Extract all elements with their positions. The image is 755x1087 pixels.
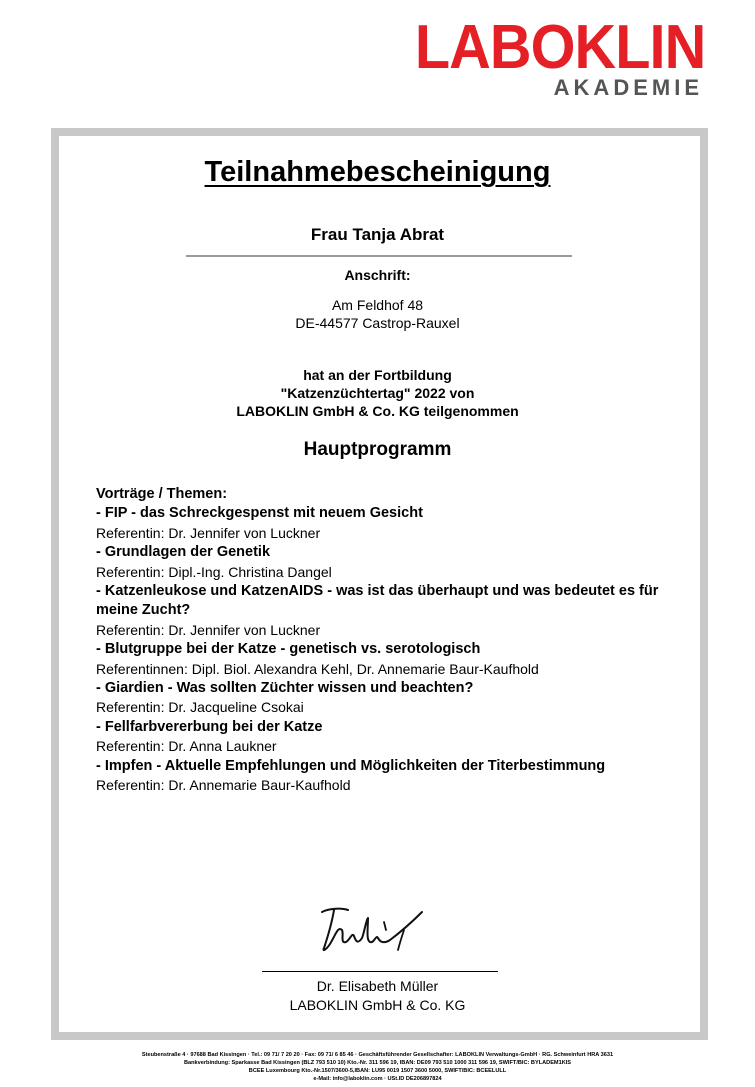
signature-line (262, 971, 498, 972)
program-list (96, 485, 676, 796)
topic-item (96, 718, 676, 757)
topic-title: - Blutgruppe bei der Katze - genetisch vs. serotologisch (96, 641, 481, 658)
topic-title: - Grundlagen der Genetik (96, 544, 271, 561)
topic-title: - Fellfarbvererbung bei der Katze (96, 718, 323, 735)
topic-item (96, 640, 676, 679)
address-street: Am Feldhof 48 (331, 297, 424, 313)
recipient-name: Frau Tanja Abrat (310, 225, 445, 244)
address-city: DE-44577 Castrop-Rauxel (295, 315, 460, 331)
topic-speaker: Referentin: Dr. Annemarie Baur-Kaufhold (96, 777, 351, 794)
topic-title: - Katzenleukose und KatzenAIDS - was ist das überhaupt und was bedeutet es für meine Zucht? (96, 583, 659, 619)
logo-subtitle: AKADEMIE (553, 75, 703, 100)
topic-title: - Impfen - Aktuelle Empfehlungen und Möglichkeiten der Titerbestimmung (96, 757, 606, 774)
name-divider (186, 255, 572, 257)
footer-bank-line: Bankverbindung: Sparkasse Bad Kissingen (BLZ 793 510 10) Kto.-Nr. 311 596 19, IBAN: DE09 793 510 1000 311 596 19, SWIFT/BIC: BYLADEM1KIS (183, 1060, 572, 1066)
topic-speaker: Referentin: Dr. Jennifer von Luckner (96, 524, 321, 541)
laboklin-akademie-logo (395, 13, 715, 102)
topic-speaker: Referentin: Dr. Anna Laukner (96, 738, 277, 755)
topic-item (96, 582, 676, 640)
topic-item (96, 504, 676, 543)
topic-speaker: Referentin: Dipl.-Ing. Christina Dangel (96, 563, 332, 580)
topic-speaker: Referentin: Dr. Jacqueline Csokai (96, 699, 304, 716)
logo-wordmark: LABOKLIN (414, 13, 705, 82)
footer-contact-line: e-Mail: info@laboklin.com · USt.ID DE206897824 (313, 1076, 442, 1082)
signer-company: LABOKLIN GmbH & Co. KG (289, 997, 466, 1013)
topic-title: - FIP - das Schreckgespenst mit neuem Gesicht (96, 505, 423, 522)
statement-line-3: LABOKLIN GmbH & Co. KG teilgenommen (236, 403, 519, 419)
footer-bank-line-2: BCEE Luxembourg Kto.-Nr.1507/3600-5,IBAN: LU95 0019 1507 3600 5000, SWIFT/BIC: BCEELULL (248, 1068, 507, 1074)
topic-speaker: Referentin: Dr. Jennifer von Luckner (96, 621, 321, 638)
topic-item (96, 757, 676, 796)
signer-name: Dr. Elisabeth Müller (316, 978, 439, 994)
certificate-title: Teilnahmebescheinigung (204, 156, 551, 188)
topic-speaker: Referentinnen: Dipl. Biol. Alexandra Kehl, Dr. Annemarie Baur-Kaufhold (96, 660, 539, 677)
topic-title: - Giardien - Was sollten Züchter wissen und beachten? (96, 680, 474, 697)
handwritten-signature (312, 900, 442, 960)
address-label: Anschrift: (344, 267, 411, 283)
statement-line-1: hat an der Fortbildung (303, 367, 452, 383)
statement-line-2: "Katzenzüchtertag" 2022 von (280, 385, 475, 401)
footer-address-line: Steubenstraße 4 · 97688 Bad Kissingen · Tel.: 09 71/ 7 20 20 · Fax: 09 71/ 6 85 46 · Geschäftsführender Gesellschafter: LABOKLIN Verwaltungs-GmbH · RG. Schweinfurt HRA 3631 (141, 1052, 614, 1058)
topics-heading: Vorträge / Themen: (96, 486, 228, 502)
topic-item (96, 543, 676, 582)
topic-item (96, 679, 676, 718)
program-heading: Hauptprogramm (303, 439, 452, 460)
